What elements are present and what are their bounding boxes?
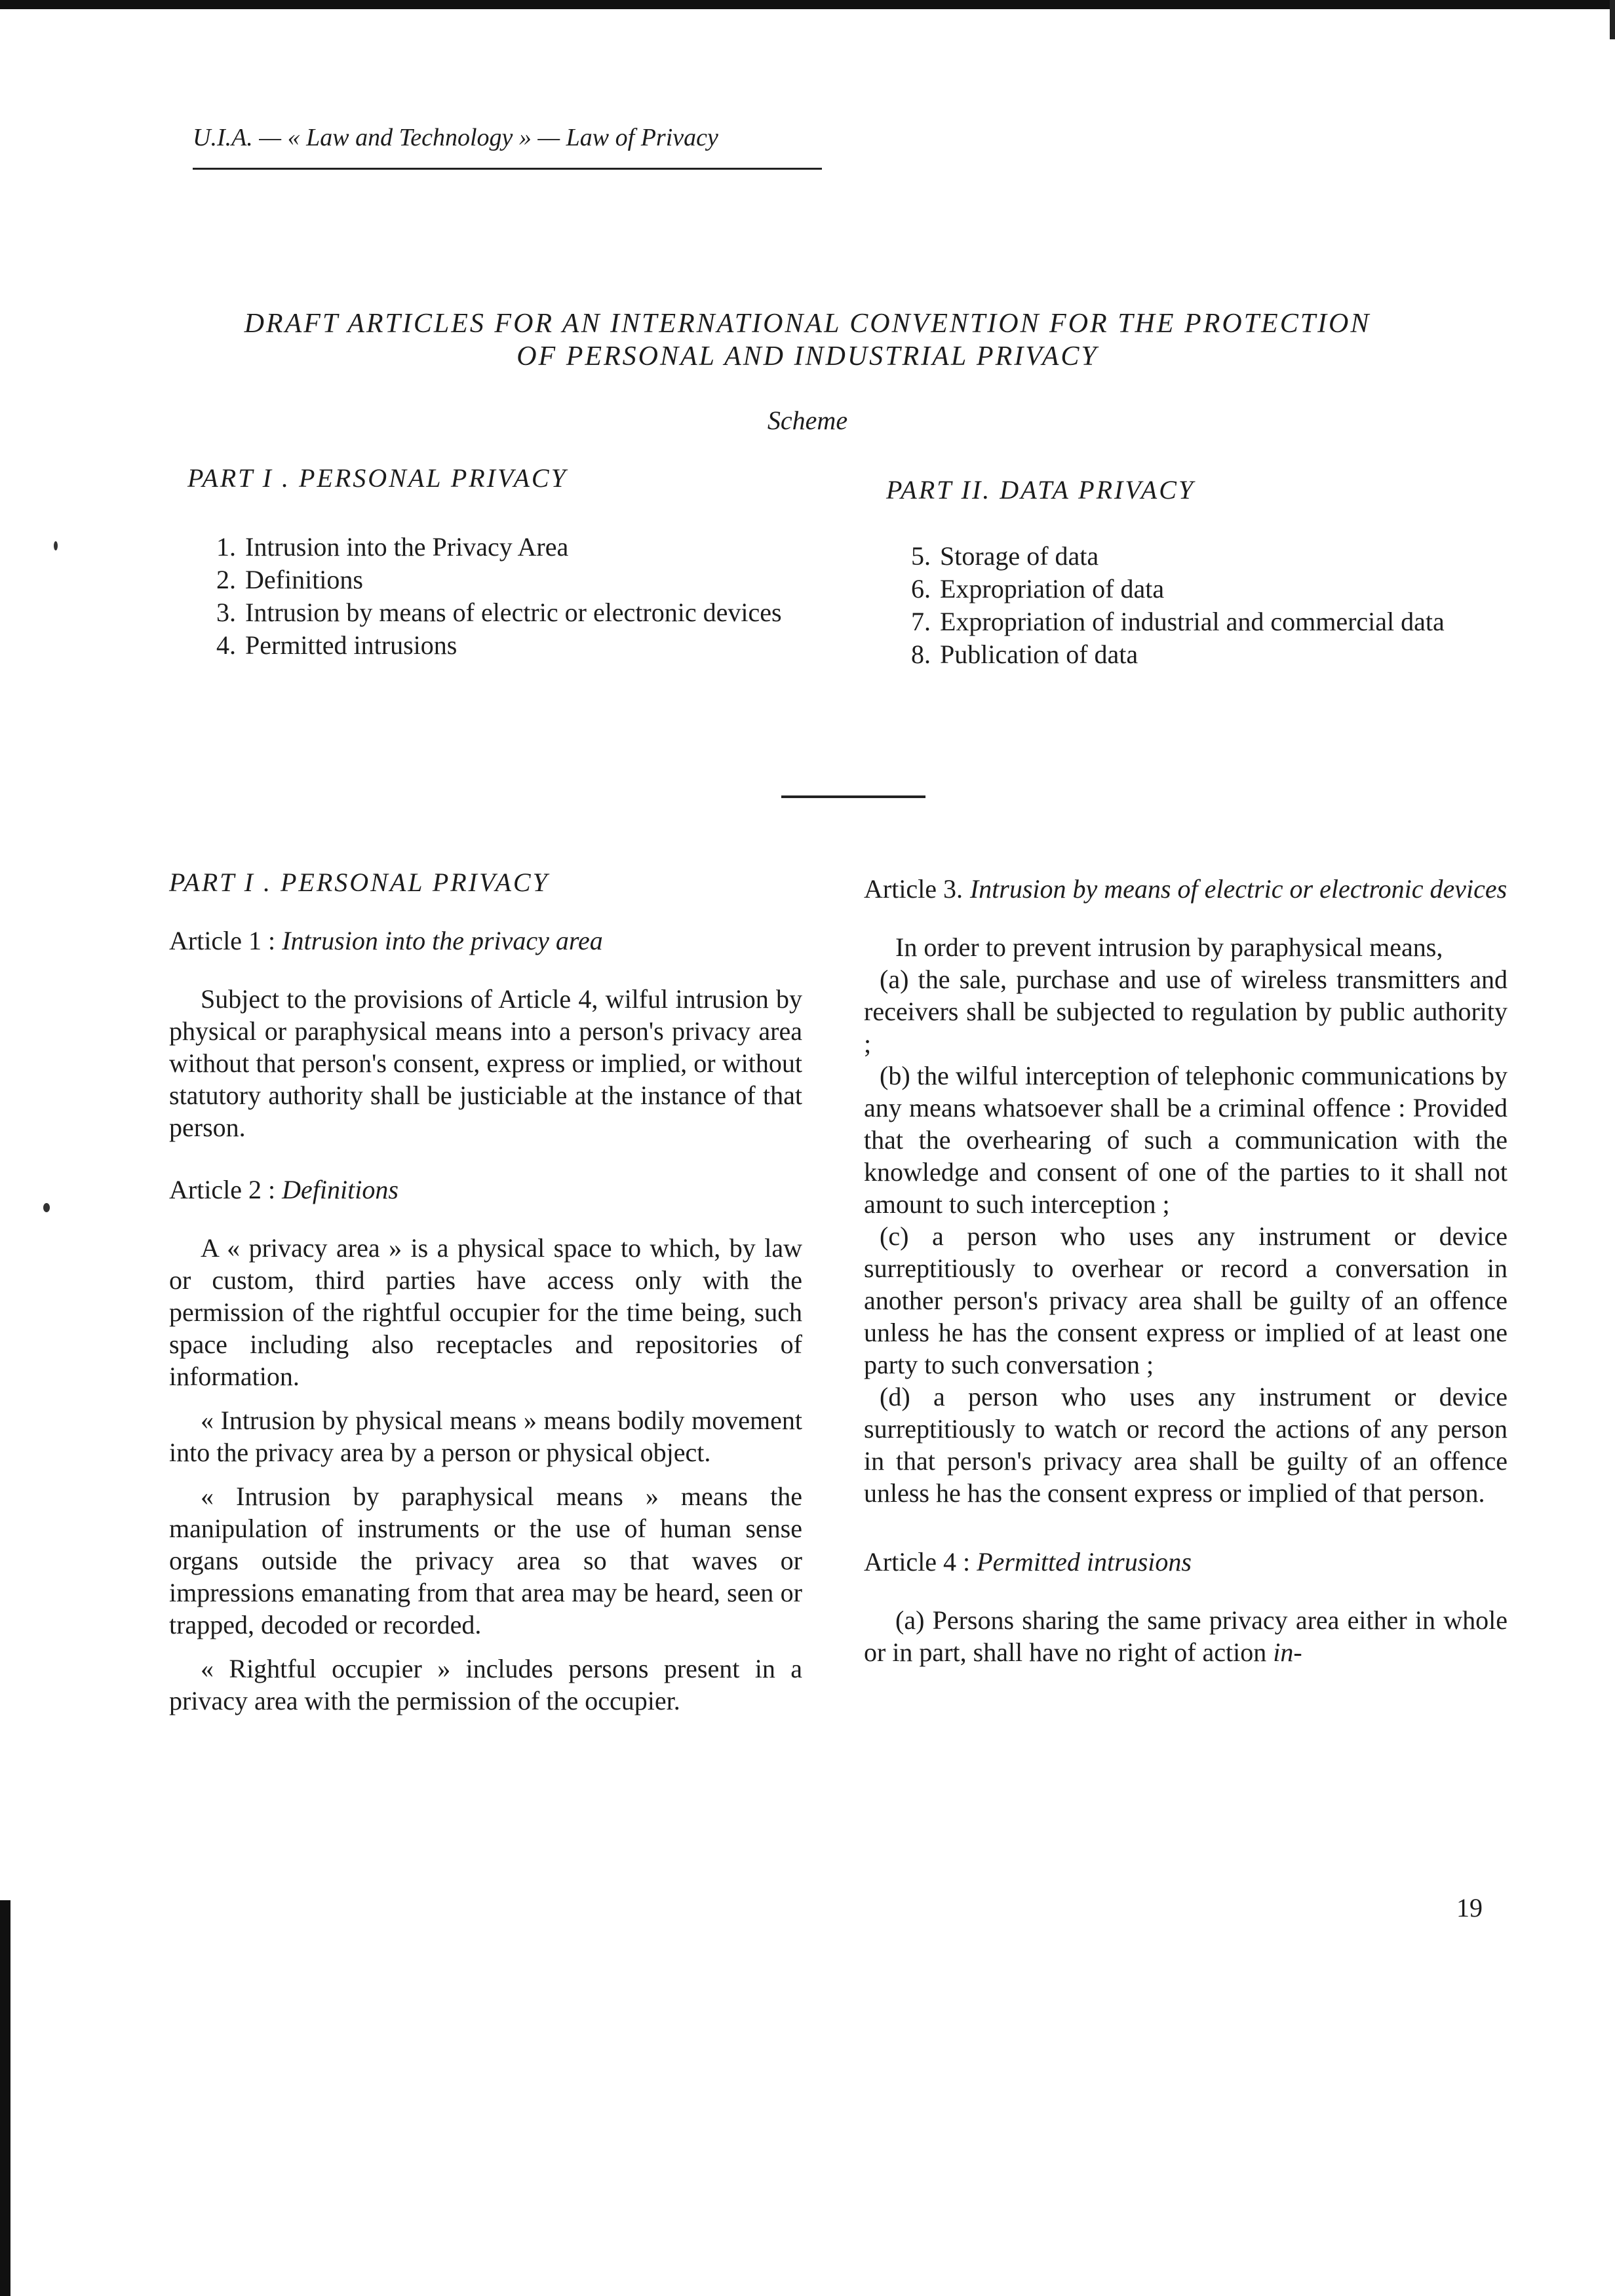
scheme-part-1-list: [206, 531, 814, 662]
article-3-item: (b) the wilful interception of telephonic communications by any means whatsoever shall be a criminal offence : Provided that the overhearing of such a communication with the knowledge and consent of one of the parties to it shall not amount to such interception ;: [864, 1061, 1508, 1219]
article-2-paragraph: « Intrusion by paraphysical means » means the manipulation of instruments or the use of human sense organs outside the privacy area so that waves or impressions emanating from that area may be heard, seen or trapped, decoded or recorded.: [169, 1482, 802, 1639]
scheme-heading: Scheme: [767, 406, 848, 435]
article-2-paragraph: A « privacy area » is a physical space to which, by law or custom, third parties have access only with the permission of the rightful occupier for the time being, such space including also receptacles and repositories of information.: [169, 1233, 802, 1391]
article-2-paragraph: « Intrusion by physical means » means bodily movement into the privacy area by a person or physical object.: [169, 1406, 802, 1467]
body-right-column: [864, 873, 1508, 1680]
running-head-rule: [193, 168, 822, 170]
page-number: 19: [1456, 1893, 1483, 1923]
body-left-column: [169, 866, 802, 1729]
section-divider: [781, 795, 925, 798]
scheme-list-item: 6. Expropriation of data: [911, 574, 1165, 603]
article-2-paragraph: « Rightful occupier » includes persons present in a privacy area with the permission of the occupier.: [169, 1654, 802, 1715]
scan-right-edge: [1610, 0, 1615, 39]
article-2-heading: Article 2 : Definitions: [169, 1175, 399, 1204]
scan-speck: [54, 541, 58, 550]
article-3-item: (d) a person who uses any instrument or device surreptitiously to watch or record the actions of any person in that person's privacy area shall be guilty of an offence unless he has the consent express or implied of that person.: [864, 1382, 1508, 1508]
scheme-list-item: 3. Intrusion by means of electric or electronic devices: [216, 598, 782, 627]
scheme-list-item: 5. Storage of data: [911, 541, 1099, 571]
scan-speck: [43, 1203, 50, 1212]
scan-top-edge: [0, 0, 1615, 9]
scheme-list-item: 4. Permitted intrusions: [216, 630, 457, 660]
scheme-part-2-list: [901, 540, 1515, 671]
scheme-list-item: 7. Expropriation of industrial and commercial data: [911, 607, 1445, 636]
scheme-list-item: 2. Definitions: [216, 565, 363, 594]
article-1-text: Subject to the provisions of Article 4, wilful intrusion by physical or paraphysical means into a person's privacy area without that person's consent, express or implied, or without statutory authority shall be justiciable at the instance of that person.: [169, 984, 802, 1142]
running-head: U.I.A. — « Law and Technology » — Law of Privacy: [193, 124, 718, 151]
part-1-heading: PART I . PERSONAL PRIVACY: [169, 868, 549, 897]
document-title-line-1: DRAFT ARTICLES FOR AN INTERNATIONAL CONVENTION FOR THE PROTECTION: [244, 309, 1371, 339]
scan-left-edge: [0, 1900, 10, 2296]
article-3-heading: Article 3. Intrusion by means of electric or electronic devices: [864, 874, 1508, 904]
scheme-list-item: 8. Publication of data: [911, 640, 1138, 669]
article-4-heading: Article 4 : Permitted intrusions: [864, 1547, 1192, 1577]
article-3-intro: In order to prevent intrusion by paraphysical means,: [895, 932, 1443, 962]
article-3-item: (a) the sale, purchase and use of wireless transmitters and receivers shall be subjected to regulation by public authority ;: [864, 965, 1508, 1058]
scheme-part-1-heading: PART I . PERSONAL PRIVACY: [187, 463, 568, 493]
scheme-part-2-heading: PART II. DATA PRIVACY: [886, 475, 1196, 505]
scheme-list-item: 1. Intrusion into the Privacy Area: [216, 532, 569, 562]
article-1-heading: Article 1 : Intrusion into the privacy area: [169, 926, 603, 955]
article-4-text: (a) Persons sharing the same privacy area either in whole or in part, shall have no right of action in-: [864, 1605, 1508, 1667]
article-3-item: (c) a person who uses any instrument or device surreptitiously to overhear or record a conversation in another person's privacy area shall be guilty of an offence unless he has the consent express or implied of at least one party to such conversation ;: [864, 1221, 1508, 1379]
document-title-line-2: OF PERSONAL AND INDUSTRIAL PRIVACY: [516, 341, 1099, 372]
